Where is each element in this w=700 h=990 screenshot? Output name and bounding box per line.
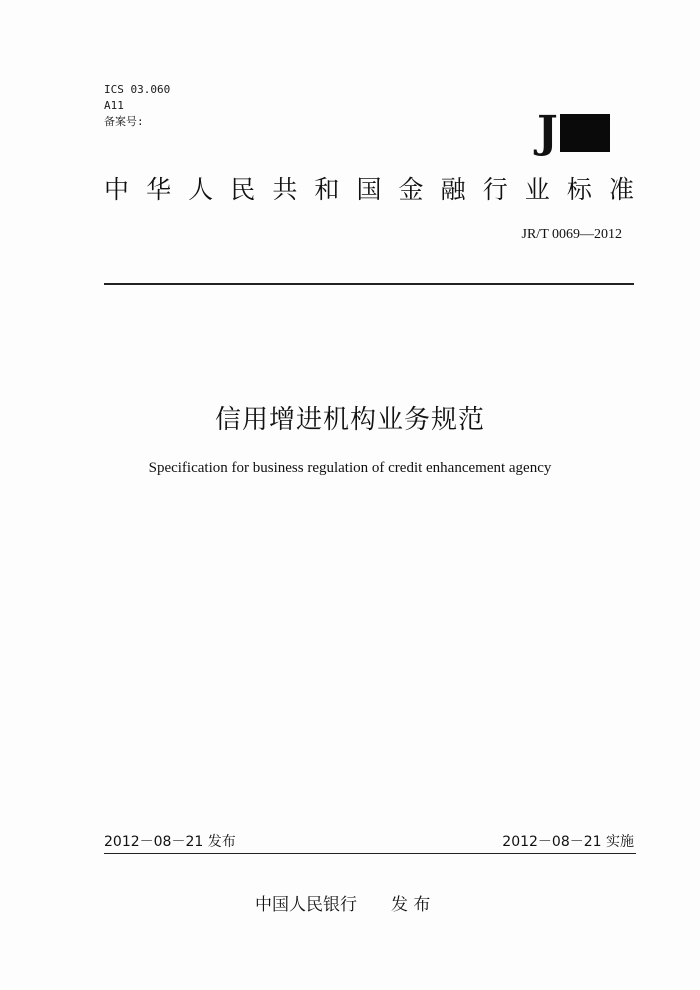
document-title-english: Specification for business regulation of credit enhancement agency [148,460,552,476]
industry-title-char: 华 [146,175,172,204]
industry-title-char: 标 [566,175,592,204]
header-divider [104,283,634,285]
industry-title-char: 金 [398,175,424,204]
industry-title-char: 和 [314,175,340,204]
industry-title-char: 行 [482,175,508,204]
standard-logo [537,107,610,158]
industry-standard-title [104,172,634,208]
publisher-line [255,890,430,915]
classification-code: A11 [104,99,124,112]
ics-code: ICS 03.060 [104,83,171,96]
industry-title-char: 共 [272,175,298,204]
filing-number-label: 备案号: [104,115,144,128]
industry-title-char: 中 [104,175,130,204]
industry-title-char: 业 [524,175,550,204]
industry-title-char: 准 [608,175,634,204]
standard-logo-block [560,114,610,152]
industry-title-char: 民 [230,175,256,204]
industry-title-char: 人 [188,175,214,204]
standard-number: JR/T 0069—2012 [521,227,622,242]
industry-title-char: 融 [440,175,466,204]
publisher-action: 发 布 [391,895,431,915]
implementation-date: 2012－08－21 实施 [502,834,634,850]
publisher-name: 中国人民银行 [255,895,357,915]
industry-title-char: 国 [356,175,382,204]
classification-block [104,82,170,130]
issue-date: 2012－08－21 发布 [104,834,236,850]
standard-logo-letter: J [537,107,558,158]
footer-divider [104,853,636,854]
document-title-chinese: 信用增进机构业务规范 [214,405,485,435]
